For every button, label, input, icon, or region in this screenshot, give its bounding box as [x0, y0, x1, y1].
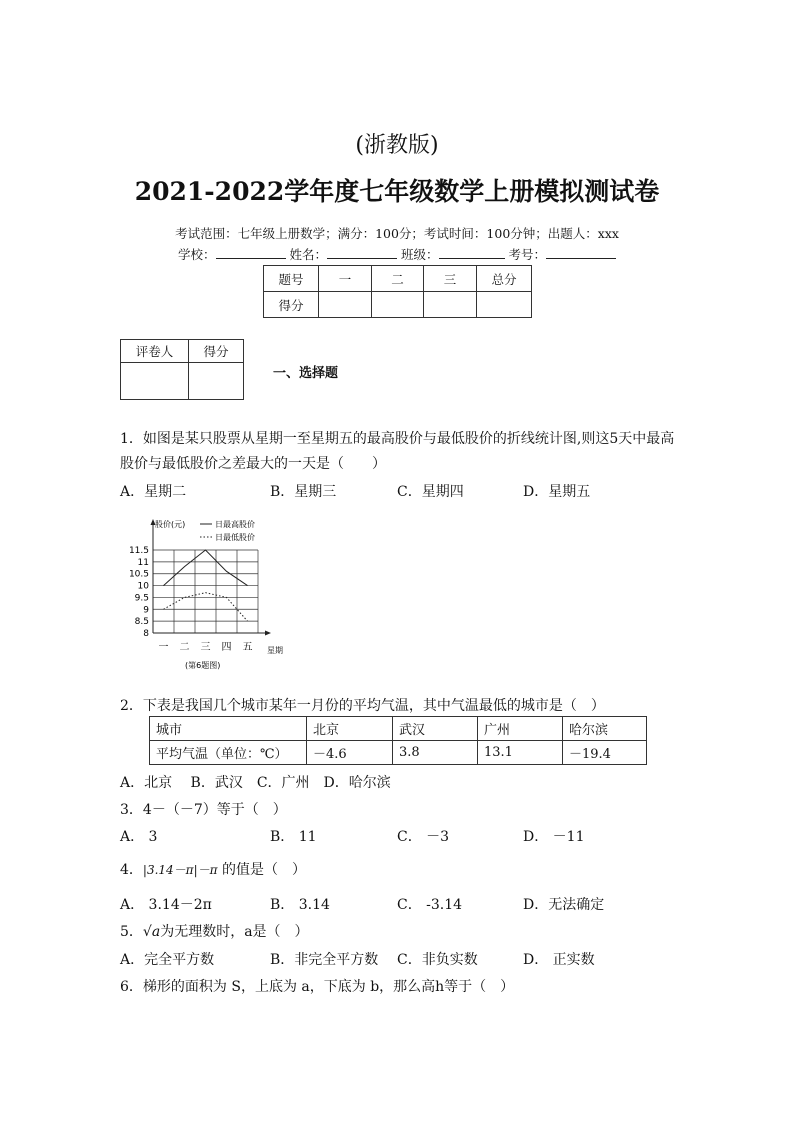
q4-option-b[interactable]: B． 3.14	[270, 897, 330, 913]
score-header-cell: 一	[319, 266, 372, 292]
q5-number: 5．	[120, 924, 143, 940]
q4-option-c[interactable]: C． -3.14	[397, 897, 463, 913]
q1-option-b[interactable]: B．星期三	[270, 484, 337, 500]
examno-label: 考号：	[508, 247, 546, 262]
q5-option-a[interactable]: A．完全平方数	[120, 952, 215, 968]
city-header-cell: 武汉	[393, 717, 478, 741]
x-tick-label: 一	[158, 642, 169, 653]
chart-x-ticks	[159, 641, 253, 653]
y-tick-label: 8.5	[134, 617, 149, 628]
grader-score-input-cell[interactable]	[189, 363, 244, 400]
name-label: 姓名：	[289, 247, 327, 262]
legend-label-low: 日最低股价	[215, 533, 255, 542]
score-input-cell[interactable]	[319, 292, 372, 318]
chart-caption: (第6题图)	[185, 661, 221, 670]
q4-stem-text: 的值是（ ）	[217, 862, 306, 878]
paper-subtitle: (浙教版)	[355, 133, 439, 158]
chart-ylabel: 股价(元)	[155, 520, 186, 529]
city-header-cell: 哈尔滨	[563, 717, 647, 741]
temp-value-cell: 13.1	[478, 741, 563, 765]
grader-score-header-cell: 得分	[189, 340, 244, 363]
grader-header-cell: 评卷人	[121, 340, 189, 363]
temp-value-cell: 3.8	[393, 741, 478, 765]
x-tick-label: 四	[221, 642, 232, 653]
series-line-low	[164, 593, 248, 621]
x-tick-label: 五	[242, 642, 253, 653]
y-tick-label: 11	[137, 557, 149, 568]
q6-stem: 6．梯形的面积为 S，上底为 a，下底为 b，那么高h等于（ ）	[120, 979, 515, 995]
q1-stem-line2: 股价与最低股价之差最大的一天是（ ）	[120, 456, 386, 472]
temp-label-cell: 平均气温（单位：℃）	[150, 741, 307, 765]
q3-option-c[interactable]: C． －3	[397, 829, 450, 845]
q4-option-d[interactable]: D．无法确定	[523, 897, 605, 913]
stock-price-chart	[125, 515, 300, 675]
x-tick-label: 三	[200, 642, 211, 653]
x-axis-arrow	[265, 631, 271, 636]
q1-option-a[interactable]: A．星期二	[120, 484, 187, 500]
city-header-cell: 广州	[478, 717, 563, 741]
city-header-cell: 城市	[150, 717, 307, 741]
q3-option-a[interactable]: A． 3	[120, 829, 158, 845]
score-input-cell[interactable]	[477, 292, 532, 318]
chart-grid	[153, 550, 258, 633]
score-table	[263, 265, 532, 318]
q5-option-b[interactable]: B．非完全平方数	[270, 952, 379, 968]
y-tick-label: 10	[137, 581, 149, 592]
paper-title: 2021-2022学年度七年级数学上册模拟测试卷	[134, 177, 660, 206]
legend-label-high: 日最高股价	[215, 520, 255, 529]
y-tick-label: 9.5	[134, 593, 149, 604]
q5-stem-text: 为无理数时，a是（ ）	[160, 924, 309, 940]
q5-stem	[120, 921, 309, 941]
school-blank[interactable]	[216, 246, 286, 259]
q5-sqrt-expression: √a	[142, 924, 161, 940]
temp-value-cell: －19.4	[563, 741, 647, 765]
school-label: 学校：	[177, 247, 216, 262]
class-label: 班级：	[400, 247, 439, 262]
chart-xlabel: 星期	[267, 646, 283, 655]
score-header-cell: 总分	[477, 266, 532, 292]
y-tick-label: 8	[143, 629, 149, 639]
q4-expression: |3.14－π|－π	[142, 863, 218, 877]
q4-option-a[interactable]: A． 3.14－2π	[120, 897, 212, 913]
q5-option-c[interactable]: C．非负实数	[397, 952, 478, 968]
city-header-cell: 北京	[307, 717, 393, 741]
x-tick-label: 二	[179, 642, 190, 653]
q3-stem: 3．4－（－7）等于（ ）	[120, 802, 287, 818]
q5-option-d[interactable]: D． 正实数	[523, 952, 595, 968]
examno-blank[interactable]	[546, 246, 616, 259]
score-label-cell: 得分	[264, 292, 319, 318]
temp-value-cell: －4.6	[307, 741, 393, 765]
y-tick-label: 10.5	[128, 569, 149, 580]
score-input-cell[interactable]	[372, 292, 424, 318]
exam-info: 考试范围：七年级上册数学；满分：100分；考试时间：100分钟；出题人：xxx	[175, 226, 619, 241]
grader-table	[120, 339, 244, 400]
score-header-cell: 二	[372, 266, 424, 292]
q4-number: 4．	[120, 862, 143, 878]
section-title: 一、选择题	[273, 366, 339, 381]
q2-stem: 2．下表是我国几个城市某年一月份的平均气温，其中气温最低的城市是（ ）	[120, 698, 605, 714]
score-input-cell[interactable]	[424, 292, 477, 318]
chart-y-ticks	[129, 546, 149, 639]
name-blank[interactable]	[327, 246, 397, 259]
y-tick-label: 9	[143, 605, 149, 616]
q3-option-b[interactable]: B． 11	[270, 829, 317, 845]
student-info-line	[0, 245, 794, 263]
q1-option-d[interactable]: D．星期五	[523, 484, 591, 500]
score-header-cell: 三	[424, 266, 477, 292]
q1-stem-line1: 1．如图是某只股票从星期一至星期五的最高股价与最低股价的折线统计图,则这5天中最高	[120, 431, 675, 447]
class-blank[interactable]	[439, 246, 505, 259]
city-temperature-table	[149, 716, 647, 765]
q3-option-d[interactable]: D． －11	[523, 829, 585, 845]
q2-options[interactable]: A．北京 B．武汉 C．广州 D．哈尔滨	[120, 775, 391, 791]
series-line-high	[164, 550, 248, 586]
q1-option-c[interactable]: C．星期四	[397, 484, 464, 500]
score-header-cell: 题号	[264, 266, 319, 292]
grader-input-cell[interactable]	[121, 363, 189, 400]
y-tick-label: 11.5	[128, 546, 149, 556]
q4-stem	[120, 859, 306, 879]
